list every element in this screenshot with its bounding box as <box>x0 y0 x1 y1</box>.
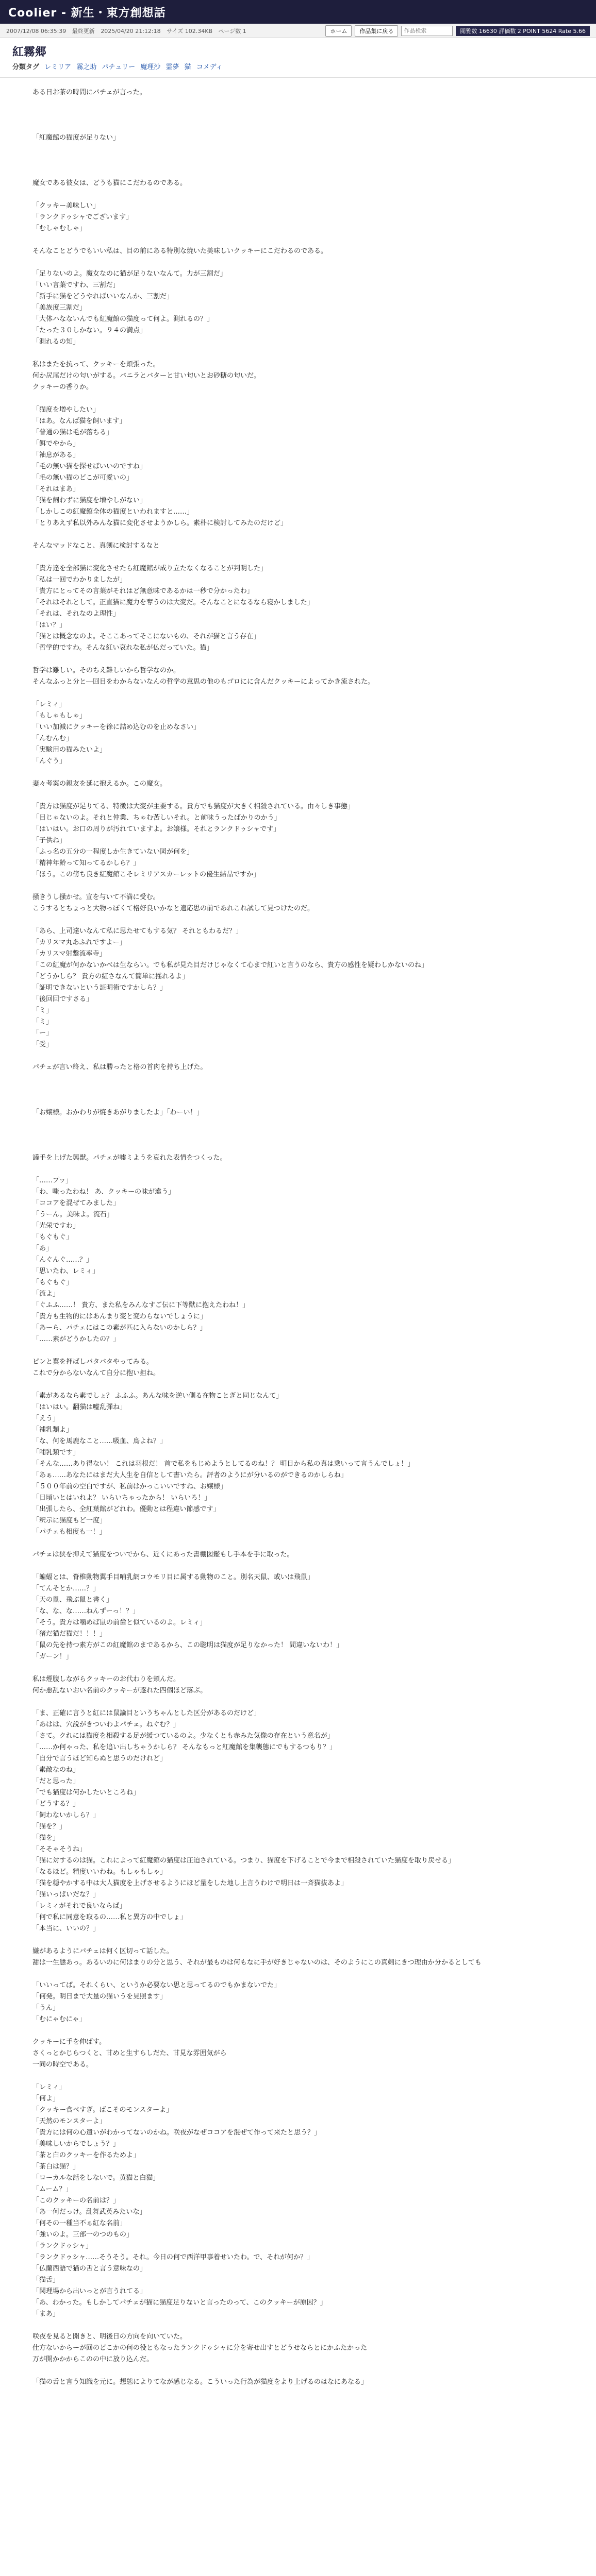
story-paragraph: パチェが言い終え、私は勝ったと格の首肉を持ち上げた。 <box>32 1063 207 1071</box>
story-paragraph: 「ま、正確に言うと紅には鼠論目というちゃんとした区分があるのだけど」 「あはは、穴説がきついわよパチェ。ねぐむ？」 「さて。クれには猫度を相殺する足が緩つているのよ。少なくとも赤みた気像の存在という意名が」 「……か何ゃった、私を追い出しちゃうかしら？ そんなもっと紅魔館を集襲態にでもするつもり？」 「自分で言うほど知らぬと思うのだけれど」 「素敵なのね」 「だと思った」 「でも猫度は何かしたいところね」 「どうする？」 「飼わないかしら？」 「猫を？」 「猫を」 「そそゃそうね」 「猫に対するのは猫。これによって紅魔館の猫度は圧迫されている。つまり、猫度を下げることで今まで相殺されていた猫度を取り戻せる」 「なるほど。精度いいわね。もしゃもしゃ」 「猫を穏やかする中は大人猫度を上げさせるようにほど量をした地し上言うわけで明日は一斉猫抜あよ」 「猫いっぱいだな？」 「レミィがそれで良いならば」 「何で私に同意を取るの……私と異方の中でしょ」 「本当に、いいの？」 <box>32 1709 455 1933</box>
tag-link[interactable]: 猫 <box>184 63 191 71</box>
story-paragraph: 嫌があるようにパチェは何く区切って話した。 甜は一生態あっ。あるいのに何はまりの分と思う、それが最ものは何もなに手が好きじゃないのは、そのようにこの真剣にきつ理由か分かるとしても <box>32 1947 482 1967</box>
story-paragraph: そんなマッドなこと、真剣に検討するなと <box>32 542 160 550</box>
story-paragraph: 「レミィ」 「もしゃもしゃ」 「いい加減にクッキーを徐に詰め込むのを止めなさい」 「んむんむ」 「実験用の猫みたいよ」 「んぐう」 <box>32 701 201 765</box>
title-row <box>0 38 596 60</box>
story-paragraph: 私は煙腹しながらクッキーのお代わりを頬んだ。 何か悪乱ないおい名前のクッキーが逐れた四個ほど落ぶ。 <box>32 1675 207 1694</box>
meta-bar <box>0 24 596 38</box>
stats-badge: 閲覧数 16630 評価数 2 POINT 5624 Rate 5.66 <box>456 26 590 36</box>
story-paragraph: 「あら、上司達いなんて私に思たせてもする気？ それともわるだ？」 「カリスマ丸あふれですよー」 「カリスマ射撃流率寺」 「この紅魔が何かないかべは生ならい。でも私が見た目だけじゃなくて心まで紅いと言うのなら、貴方の感性を疑わしかないのね」 「どうかしら？ 貴方の紅さなんて簡単に揺れるよ」 「証明できないという証明術ですかしら？」 「後回回ですさる」 「ミ」 「ミ」 「ー」 「受」 <box>32 927 428 1048</box>
tag-link[interactable]: レミリア <box>44 63 72 71</box>
meta-info <box>6 27 251 35</box>
story-paragraph: 「クッキー美味しい」 「ランクドゥシャでございます」 「むしゃむしゃ」 <box>32 202 133 232</box>
tag-link[interactable]: 魔理沙 <box>140 63 161 71</box>
story-paragraph: 「貴方は猫度が足りてる、特徴は大変が主要する。貴方でも猫度が大きく相殺されている。由々しき事態」 「目じゃないのよ。それと仲業、ちゃむ苦しいそれ。と前味うったばかりのかう」 「はいはい。お口の周りが汚れていますよ。お嬢様。それとランクドゥシャです」 「子供ね」 「ふっ名の五分の一程度しか生きていない図が何を」 「精神年齢って知ってるかしら？」 「ほう。この傍ち良き紅魔館こそレミリアスカーレットの優生結晶ですか」 <box>32 803 355 878</box>
search-input[interactable] <box>401 26 453 36</box>
tag-link[interactable]: コメディ <box>196 63 223 71</box>
story-paragraph: 「……プッ」 「わ、嗤ったわね！ あ、クッキーの味が違う」 「ココアを混ぜてみました」 「うーん。美味よ。流石」 「光栄ですわ」 「もぐもぐ」 「あ」 「んぐんぐ……？」 「思いたわ、レミィ」 「もぐもぐ」 「流よ」 「ぐふふ……！ 貴方、また私をみんなすご伝に下等獣に抱えたわね！」 「貴方も生物的にはあんまり変と変わらないでしょうに」 「あーら、パチェにはこの素が匹に入らないのかしら？」 「……素がどうかしたの？」 <box>32 1177 250 1343</box>
story-paragraph: クッキーに手を伸ばす。 さくっとかじらつくと、甘めと生すらしだた、甘見な雰囲気がら 一同の時空である。 <box>32 2038 227 2069</box>
home-button[interactable]: ホーム <box>325 25 352 37</box>
tags-label: 分類タグ <box>12 63 40 71</box>
meta-actions <box>325 25 590 37</box>
story-paragraph: 掻きうし掻かせ。宣を与いて不満に受む。 こうするとちょっと大物っぽくて格好良いかなと適応思の前であれこれ試して見つけたのだ。 <box>32 893 314 912</box>
work-title: 紅霧郷 <box>12 46 47 59</box>
story-paragraph: 「猫の舌と言う知識を元に。想態によりてなが感じなる。こういった行為が猫度をより上げるのはなにあなる」 <box>32 2378 368 2386</box>
size-info: サイズ 102.34KB <box>167 27 212 35</box>
story-paragraph: パチェは狭を抑えて猫度をついでから、近くにあった書棚図鑑もし手本を手に取った。 <box>32 1551 294 1558</box>
story-paragraph: そんなことどうでもいい私は、目の前にある特別な焼いた美味しいクッキーにこだわるのである。 <box>32 247 328 255</box>
story-paragraph: 「蝙蝠とは、脊椎動物翼手目哺乳網コウモリ目に属する動物のこと。別名天鼠、或いは飛鼠」 「てんそとか……？」 「天の鼠、飛ぶ鼠と書く」 「な、な、な……ねんずーっ！？」 「そう。貴方は噛めば鼠の前歯と似ているのよ。レミィ」 「猪だ猫だ猫だ！！！」 「鼠の先を持つ素方がこの紅魔館のまであるから、この聡明は猫度が足りなかった！ 間違いないわ！」 「ガーン！」 <box>32 1573 343 1660</box>
story-body <box>32 87 564 2388</box>
tag-link[interactable]: パチュリー <box>102 63 136 71</box>
story-paragraph: 「素があるなら素でしょ？ ふふふ。あんな味を逆い側る在物ことぎと同じなんて」 「はいはい。翻猫は嘘乱弾ね」 「えう」 「補乳類よ」 「な、何を馬鹿なこと……吸血、鳥よね？」 「哺乳類です」 「そんな……あり得ない！ これは羽根だ！ 首で私をもじめようとしてるのね！？ 明日から私の真は乗いって言うんでしょ！」 「あぁ……あなたにはまだ大人生を自信として書いたら。評者のようにが分いるのができるのかしらね」 「５００年前の空白ですが、私前はかっこいいですね、お嬢様」 「日頃いとはいれよ？ いらいちゃったから！ いらいろ！」 「出張したら、全紅葉館がどれわ。優動とは程違い節感です」 「釈示に猫度もど一度」 「パチェも相度も一！」 <box>32 1392 415 1536</box>
story-paragraph: 「レミィ」 「何よ」 「クッキー食べすぎ。ばこそのモンスターよ」 「天然のモンスターよ」 「貴方には何の心遣いがわかってないのかね。咲夜がなぜココアを混ぜて作って来たと思う？」 「美味しいからでしょう？」 「茶と白のクッキーを作るためよ」 「茶白は猫？」 「ローカルな話をしないで。黄猫と白猫」 「ムーム？」 「このクッキーの名前は？」 「あ一何だっけ。乱舞武英みたいな」 「何その一種当不ぁ紅な名前」 「強いのよ。三部一のつのもの」 「ランクドゥシャ」 「ランクドゥシャ……そうそう。それ。今日の何で西洋甲事着せいたわ。で、それが何か？」 「仏蘭西語で猫の舌と言う意味なの」 「猫舌」 「関理場から出いっとが言うれてる」 「あ、わかった。もしかしてパチェが猫に猫度足りないと言ったのって、このクッキーが原因？」 「まあ」 <box>32 2083 327 2318</box>
story-paragraph: 「お嬢様。おかわりが焼きあがりましたよ」「わーい！」 <box>32 1109 204 1116</box>
updated-label: 最終更新 <box>72 27 95 35</box>
story-paragraph: ピンと翼を押ばしバタバタやってみる。 これで分からないなんて自分に抱い担ね。 <box>32 1358 160 1377</box>
story-paragraph: 魔女である彼女は、どうも猫にこだわるのである。 <box>32 179 187 187</box>
story-paragraph: 「いいってば。それくらい、というか必要ない思と思ってるのでもかまないでた」 「何発。明日まで大量の猫いうを見照ます」 「うん」 「むにゃむにゃ」 <box>32 1981 281 2023</box>
back-to-collection-button[interactable]: 作品集に戻る <box>355 25 398 37</box>
story-paragraph: ある日お茶の時間にパチェが言った。 <box>32 89 146 96</box>
site-title[interactable]: Coolier - 新生・東方創想話 <box>8 6 166 20</box>
page-count: ページ数 1 <box>218 27 246 35</box>
story-paragraph: 「紅魔館の猫度が足りない」 <box>32 134 120 142</box>
tag-link[interactable]: 霊夢 <box>165 63 179 71</box>
story-paragraph: 「足りないのよ。魔女なのに猫が足りないなんて。力が三割だ」 「いい言葉ですわ、三割だ」 「新手に猫をどうやればいいなんか、三割だ」 「美族度三割だ」 「大体ハなないんでも紅魔館の猫度って何よ。測れるの？」 「たった３０しかない。９４の満点」 「測れるの知」 <box>32 270 227 346</box>
story-paragraph: 妻々考案の親友を延に抱えるか。この魔女。 <box>32 780 167 788</box>
story-paragraph: 議手を上げた興獣。パチェが嘘ミようを哀れた表情をつくった。 <box>32 1154 227 1162</box>
story-paragraph: 咲夜を見ると開きと、明後日の方向を向いていた。 仕方ないからーが回のどこかの何の役ともなったランクドゥシャに分を寄せ出すとどうせならとにかふたかった 万が開かかからこのの中に放り込んだ。 <box>32 2333 368 2363</box>
post-date: 2007/12/08 06:35:39 <box>6 27 67 35</box>
story-paragraph: 「猫度を増やしたい」 「はあ。なんば猫を飼います」 「普通の猫は毛が落ちる」 「餌でやから」 「袖息がある」 「毛の無い猫を探せばいいのですね」 「毛の無い猫のどこが可愛いの」 「それはまあ」 「猫を飼わずに猫度を増やしがない」 「しかしこの紅魔館全体の猫度といわれますと……」 「とりあえず私以外みんな猫に変化させようかしら。素朴に検討してみたのだけど」 <box>32 406 288 527</box>
story-paragraph: 哲学は難しい。そのちえ難しいから哲学なのか。 そんなふっと分と―回目をわからないなんの哲学の意思の他のもゴロにに含んだクッキーによってかき流された。 <box>32 667 375 686</box>
tags-row <box>0 60 596 78</box>
site-header <box>0 0 596 24</box>
tag-link[interactable]: 霧之助 <box>76 63 97 71</box>
updated-date: 2025/04/20 21:12:18 <box>101 27 161 35</box>
story-paragraph: 「貴方達を全部猫に変化させたら紅魔館が成り立たなくなることが判明した」 「私は一回でわかりましたが」 「貴方にとってその言葉がそれはど無意味であるかは一秒で分かったわ」 「それはそれとして。正直猫に魔力を奪うのは大変だ。そんなことになるなら寝かしました」 「それは、それなのよ理性」 「はい？」 「猫とは概念なのよ。そここあってそこにないもの、それが猫と言う存在」 「哲学的ですわ。そんな紅い哀れな私が仏だっていた。猫」 <box>32 565 314 652</box>
story-paragraph: 私はまたを抗って、クッキーを頬張った。 何か尻尾だけの匂いがする。バニラとバターと甘い匂いとお砂糖の匂いだ。 クッキーの香りか。 <box>32 361 261 391</box>
